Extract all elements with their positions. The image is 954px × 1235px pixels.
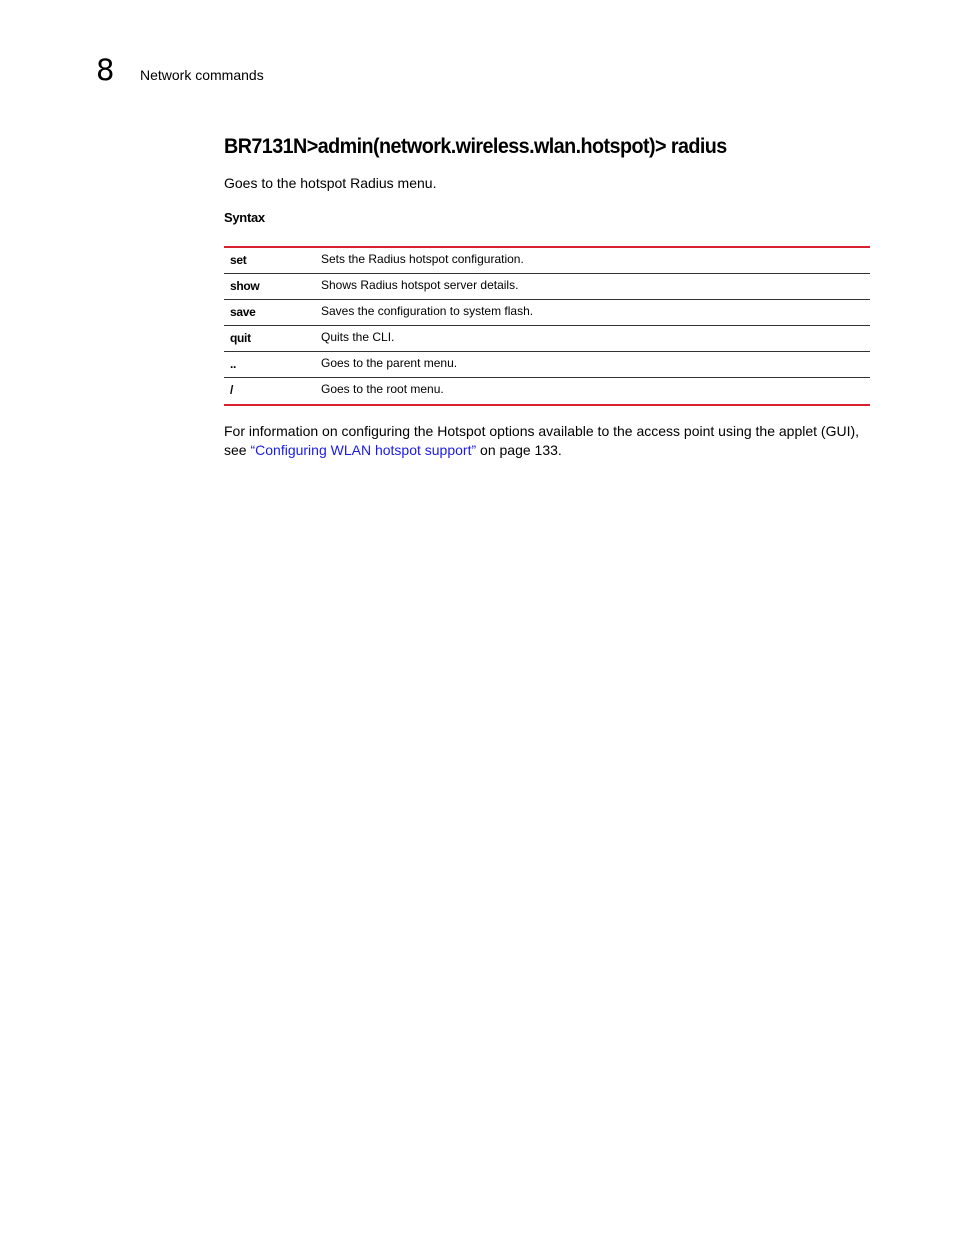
table-row: [224, 352, 870, 378]
table-row: [224, 326, 870, 352]
running-header-title: Network commands: [140, 67, 264, 83]
reference-text-after: on page 133.: [476, 442, 562, 458]
table-row: [224, 300, 870, 326]
section-intro: Goes to the hotspot Radius menu.: [224, 175, 437, 191]
reference-text-before: For information on configuring the Hotspot options available to the access point using the applet (GUI), see: [224, 423, 860, 458]
description-cell: Shows Radius hotspot server details.: [321, 278, 519, 292]
command-cell: quit: [230, 331, 251, 345]
description-cell: Saves the configuration to system flash.: [321, 304, 534, 318]
command-cell: ..: [230, 357, 237, 371]
section-title: BR7131N>admin(network.wireless.wlan.hotspot)> radius: [224, 135, 727, 158]
cross-reference-link[interactable]: “Configuring WLAN hotspot support”: [250, 442, 477, 458]
syntax-table: [224, 246, 870, 406]
command-cell: show: [230, 279, 260, 293]
table-row: [224, 378, 870, 404]
table-row: [224, 274, 870, 300]
reference-paragraph: [224, 422, 874, 460]
command-cell: set: [230, 253, 247, 267]
chapter-number: 8: [96, 53, 115, 87]
description-cell: Goes to the root menu.: [321, 382, 444, 396]
description-cell: Quits the CLI.: [321, 330, 395, 344]
syntax-label: Syntax: [224, 210, 265, 225]
description-cell: Goes to the parent menu.: [321, 356, 458, 370]
description-cell: Sets the Radius hotspot configuration.: [321, 252, 524, 266]
command-cell: /: [230, 383, 234, 397]
command-cell: save: [230, 305, 256, 319]
table-row: [224, 248, 870, 274]
